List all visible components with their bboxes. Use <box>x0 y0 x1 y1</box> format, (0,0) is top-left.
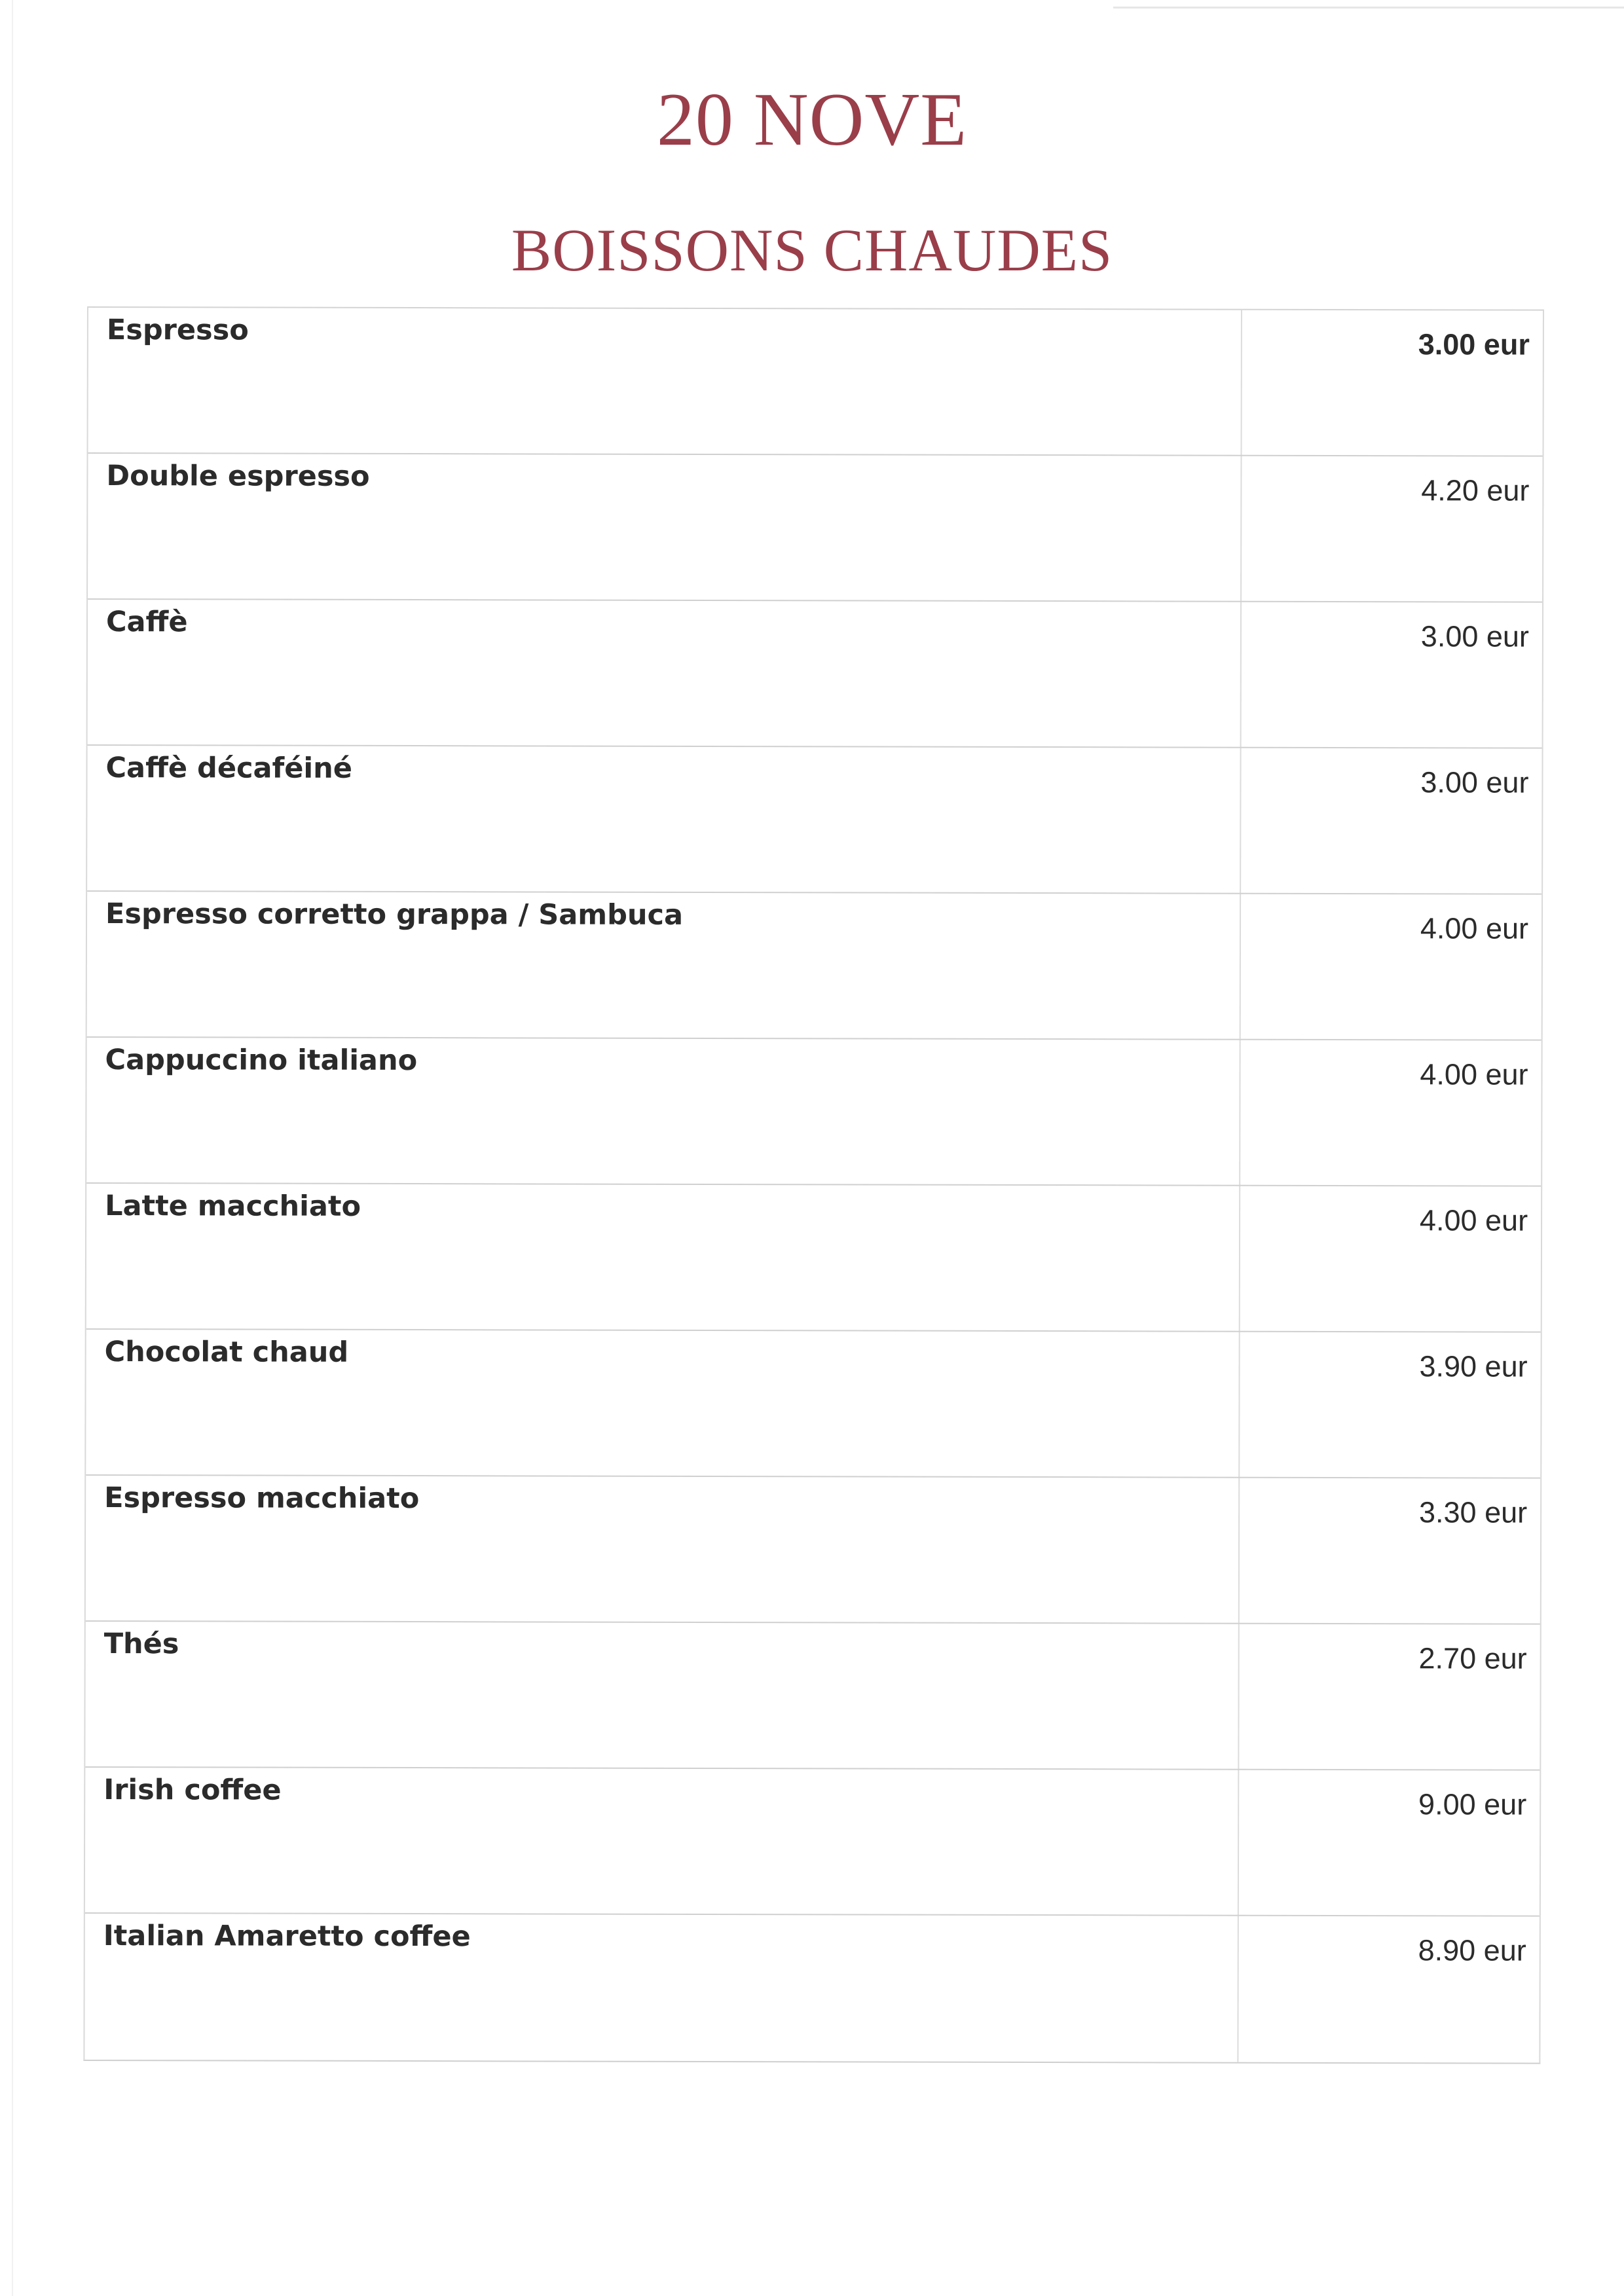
menu-row-chocolat-chaud <box>86 1330 1540 1479</box>
item-price: 4.00 eur <box>1420 1057 1528 1091</box>
item-price: 2.70 eur <box>1418 1641 1527 1675</box>
menu-row-amaretto-coffee <box>84 1914 1539 2063</box>
menu-row-caffe-decafeine <box>87 746 1541 895</box>
item-price: 3.00 eur <box>1418 327 1530 361</box>
item-price: 4.00 eur <box>1420 911 1529 945</box>
item-price: 4.20 eur <box>1421 473 1530 507</box>
restaurant-title: 20 NOVE <box>656 78 968 162</box>
item-price: 9.00 eur <box>1418 1787 1527 1821</box>
item-name: Irish coffee <box>103 1774 282 1807</box>
scan-edge <box>1113 7 1624 9</box>
menu-row-latte-macchiato <box>86 1184 1541 1333</box>
scan-edge <box>12 0 13 2296</box>
item-price: 3.00 eur <box>1420 765 1529 799</box>
item-name: Espresso corretto grappa / Sambuca <box>105 898 684 932</box>
item-name: Espresso <box>106 314 249 347</box>
item-price: 3.30 eur <box>1418 1495 1528 1529</box>
item-name: Double espresso <box>106 460 370 493</box>
menu-row-espresso <box>88 308 1543 457</box>
item-name: Caffè décaféiné <box>105 752 352 785</box>
item-price: 8.90 eur <box>1418 1933 1526 1967</box>
menu-table <box>83 306 1544 2064</box>
menu-row-caffe <box>88 600 1542 749</box>
item-price: 4.00 eur <box>1419 1203 1528 1237</box>
item-name: Thés <box>103 1628 179 1661</box>
item-price: 3.00 eur <box>1420 619 1530 653</box>
menu-row-double-espresso <box>88 454 1542 603</box>
item-name: Italian Amaretto coffee <box>103 1920 471 1954</box>
item-name: Caffè <box>105 606 188 639</box>
item-name: Espresso macchiato <box>104 1482 420 1516</box>
menu-row-thes <box>85 1622 1540 1771</box>
menu-row-espresso-corretto <box>87 892 1541 1041</box>
item-price: 3.90 eur <box>1419 1349 1528 1383</box>
menu-row-cappuccino <box>86 1038 1541 1187</box>
section-title: BOISSONS CHAUDES <box>511 217 1113 283</box>
menu-row-irish-coffee <box>85 1768 1540 1917</box>
item-name: Chocolat chaud <box>104 1336 349 1369</box>
item-name: Latte macchiato <box>105 1190 361 1223</box>
item-name: Cappuccino italiano <box>105 1044 418 1078</box>
menu-row-espresso-macchiato <box>86 1476 1540 1625</box>
